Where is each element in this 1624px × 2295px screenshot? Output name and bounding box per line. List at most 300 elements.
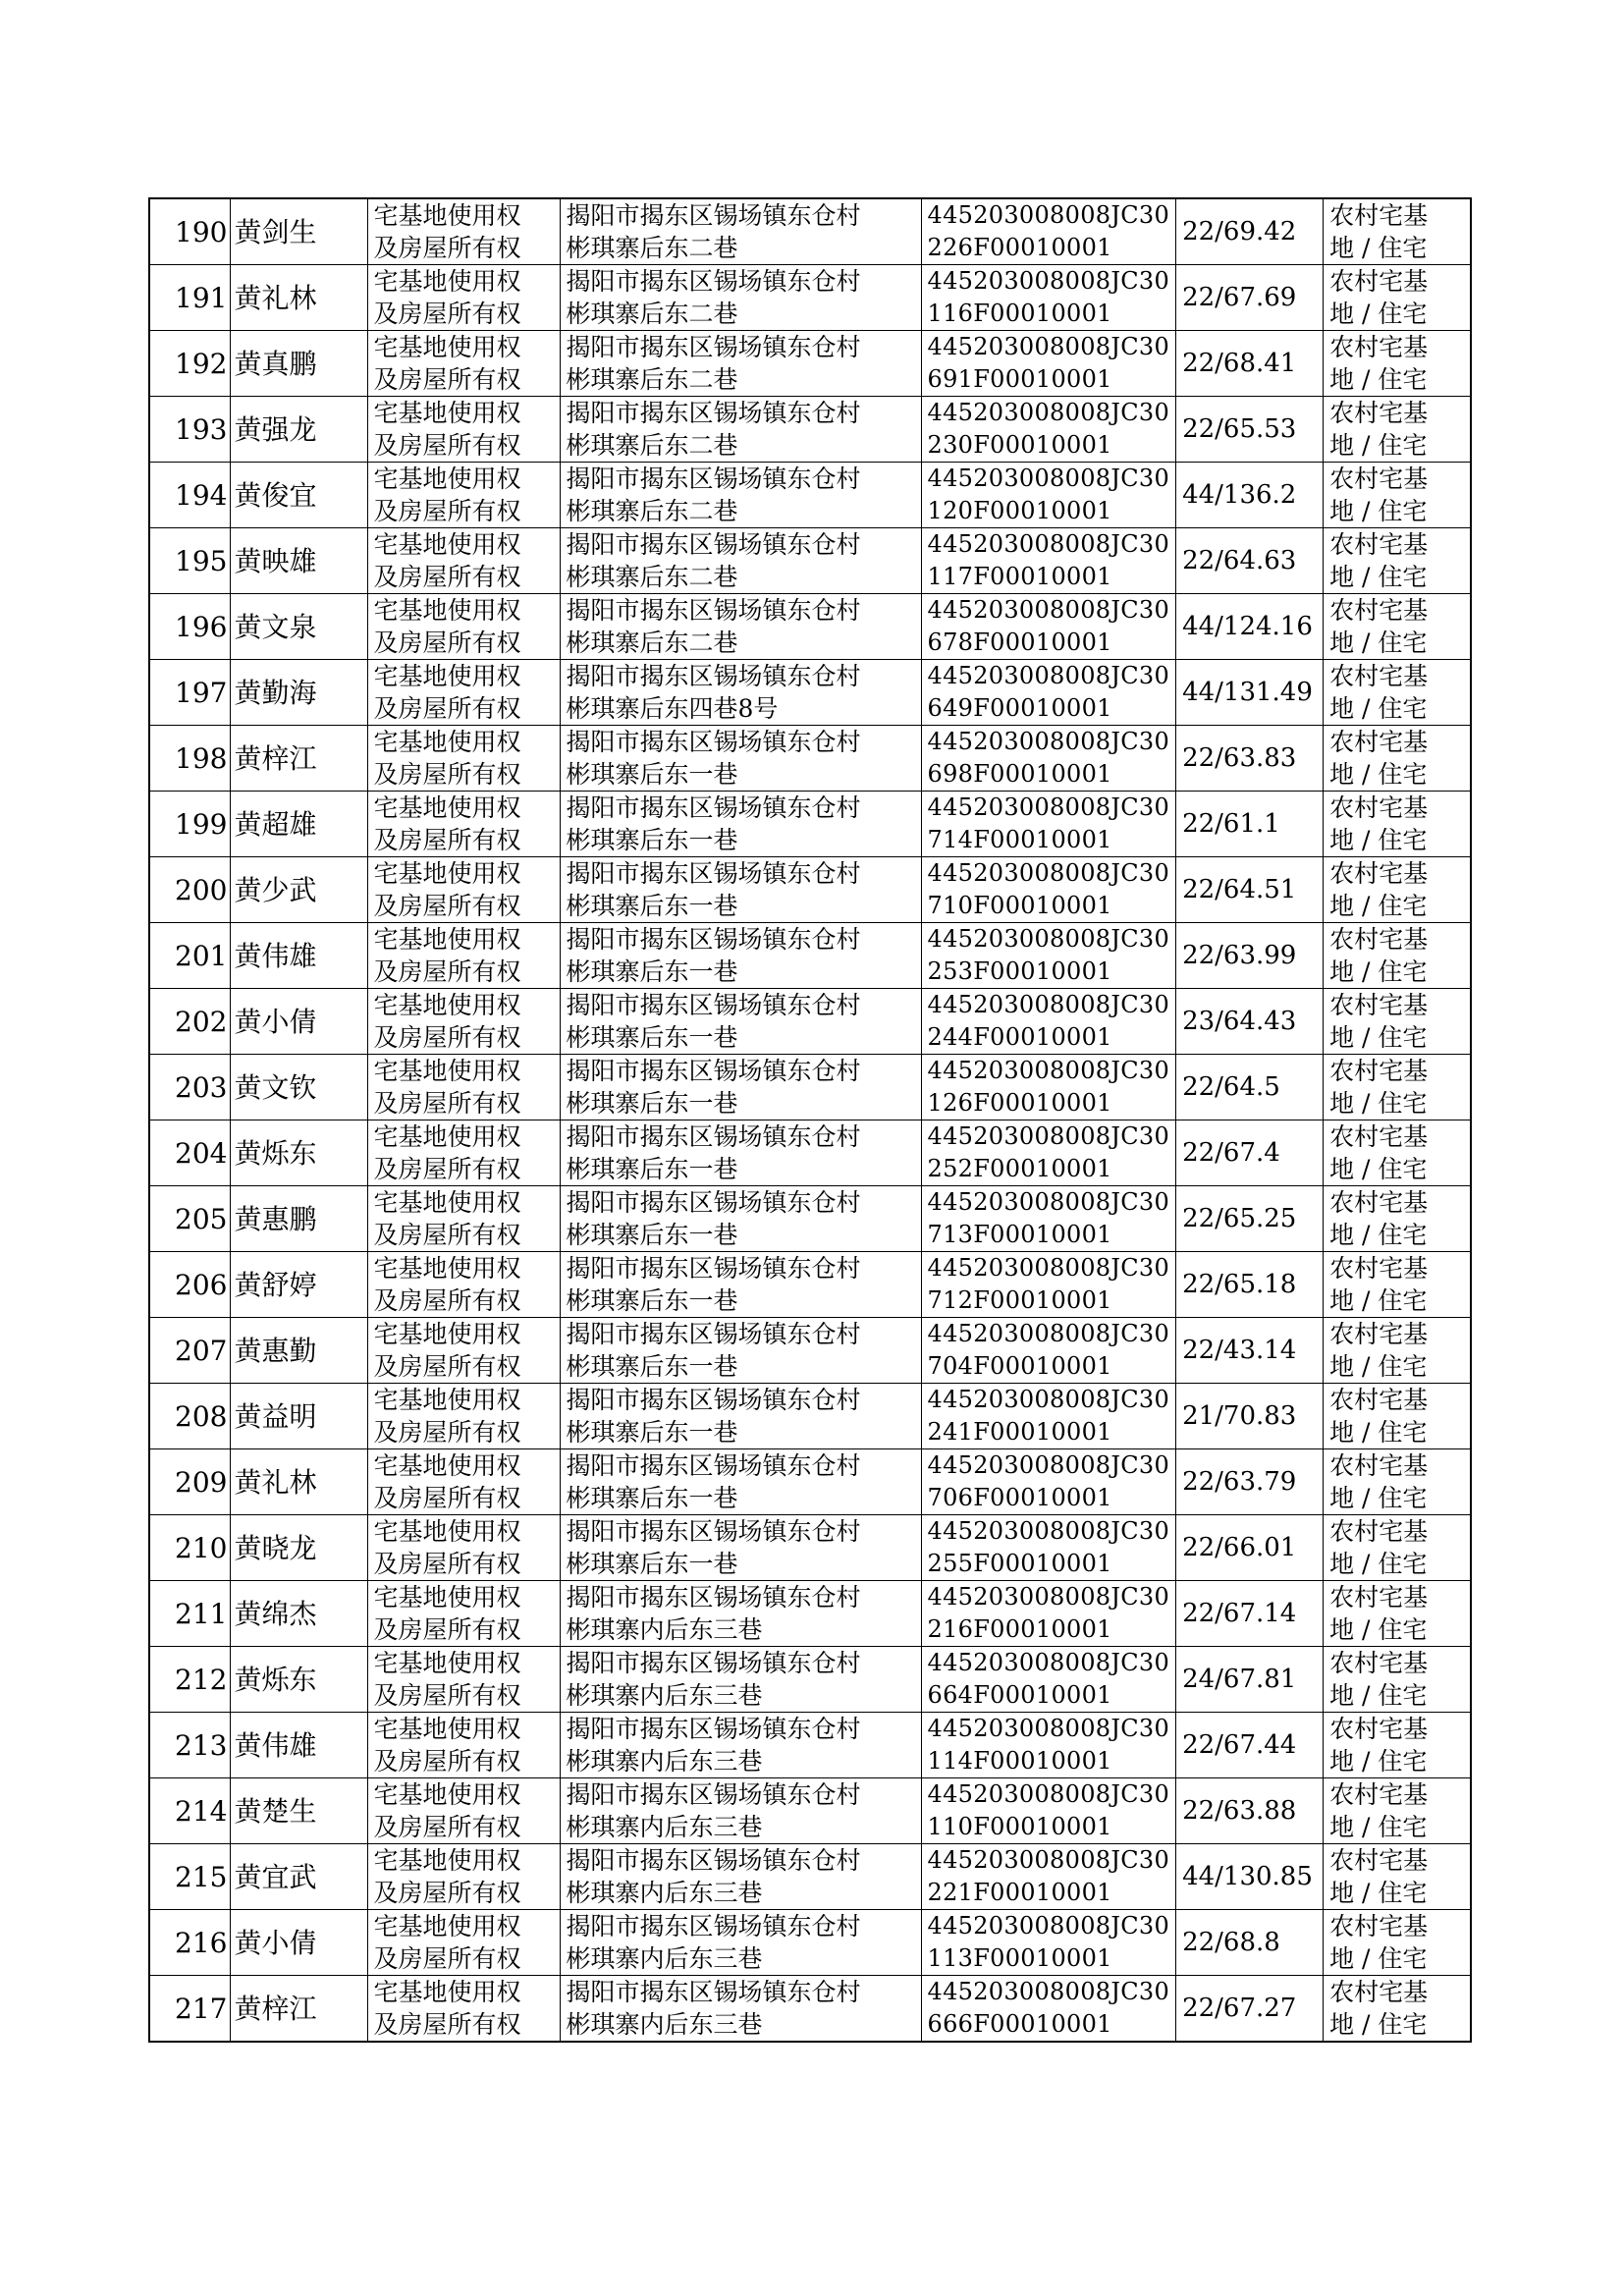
location-line: 彬琪寨后东一巷 bbox=[566, 1484, 738, 1512]
row-number-cell: 208 bbox=[149, 1384, 230, 1449]
use-cell bbox=[1324, 397, 1471, 463]
unit-code-line: 445203008008JC30 bbox=[927, 728, 1170, 755]
unit-code-cell bbox=[921, 792, 1176, 857]
right-type-line: 及房屋所有权 bbox=[373, 1550, 521, 1578]
location-line: 揭阳市揭东区锡场镇东仓村 bbox=[566, 793, 861, 822]
right-type-line: 宅基地使用权 bbox=[373, 1188, 521, 1217]
right-type-line: 及房屋所有权 bbox=[373, 628, 521, 657]
row-number-cell: 213 bbox=[149, 1713, 230, 1778]
right-type-line: 宅基地使用权 bbox=[373, 530, 521, 559]
right-type-line: 及房屋所有权 bbox=[373, 957, 521, 986]
location-cell bbox=[560, 1186, 921, 1252]
right-type-cell bbox=[367, 1318, 560, 1384]
right-type-cell bbox=[367, 1186, 560, 1252]
table-row bbox=[149, 1449, 1471, 1515]
use-line: 农村宅基 bbox=[1329, 1846, 1429, 1875]
use-line: 农村宅基 bbox=[1329, 1978, 1429, 2006]
right-type-line: 宅基地使用权 bbox=[373, 333, 521, 361]
location-cell bbox=[560, 1318, 921, 1384]
unit-code-line: 445203008008JC30 bbox=[927, 1386, 1170, 1413]
use-line: 农村宅基 bbox=[1329, 1122, 1429, 1151]
owner-name-cell: 黄舒婷 bbox=[230, 1252, 367, 1318]
right-type-cell bbox=[367, 1055, 560, 1120]
row-number-cell: 192 bbox=[149, 331, 230, 397]
right-type-line: 及房屋所有权 bbox=[373, 1286, 521, 1315]
location-line: 彬琪寨内后东三巷 bbox=[566, 1944, 763, 1973]
unit-code-line: 712F00010001 bbox=[927, 1286, 1112, 1314]
right-type-line: 宅基地使用权 bbox=[373, 267, 521, 296]
unit-code-cell bbox=[921, 1778, 1176, 1844]
use-line: 地 / 住宅 bbox=[1329, 300, 1428, 328]
unit-code-cell bbox=[921, 1384, 1176, 1449]
unit-code-line: 445203008008JC30 bbox=[927, 267, 1170, 295]
area-cell: 24/67.81 bbox=[1176, 1647, 1324, 1713]
row-number-cell: 206 bbox=[149, 1252, 230, 1318]
use-line: 农村宅基 bbox=[1329, 1254, 1429, 1283]
right-type-line: 及房屋所有权 bbox=[373, 365, 521, 394]
use-line: 农村宅基 bbox=[1329, 991, 1429, 1019]
use-line: 农村宅基 bbox=[1329, 728, 1429, 756]
use-line: 地 / 住宅 bbox=[1329, 892, 1428, 920]
use-line: 地 / 住宅 bbox=[1329, 957, 1428, 986]
unit-code-line: 445203008008JC30 bbox=[927, 1451, 1170, 1479]
area-cell: 22/63.83 bbox=[1176, 726, 1324, 792]
location-line: 彬琪寨后东一巷 bbox=[566, 1286, 738, 1315]
table-row bbox=[149, 1976, 1471, 2043]
unit-code-cell bbox=[921, 1252, 1176, 1318]
right-type-line: 及房屋所有权 bbox=[373, 563, 521, 591]
location-line: 揭阳市揭东区锡场镇东仓村 bbox=[566, 1320, 861, 1348]
unit-code-cell bbox=[921, 594, 1176, 660]
use-line: 农村宅基 bbox=[1329, 530, 1429, 559]
unit-code-line: 445203008008JC30 bbox=[927, 1122, 1170, 1150]
right-type-line: 宅基地使用权 bbox=[373, 1846, 521, 1875]
location-line: 彬琪寨后东一巷 bbox=[566, 826, 738, 854]
unit-code-cell bbox=[921, 660, 1176, 726]
unit-code-cell bbox=[921, 1318, 1176, 1384]
row-number-cell: 203 bbox=[149, 1055, 230, 1120]
row-number-cell: 202 bbox=[149, 989, 230, 1055]
right-type-cell bbox=[367, 923, 560, 989]
table-row bbox=[149, 528, 1471, 594]
right-type-line: 及房屋所有权 bbox=[373, 1681, 521, 1710]
owner-name-cell: 黄强龙 bbox=[230, 397, 367, 463]
use-line: 农村宅基 bbox=[1329, 1188, 1429, 1217]
unit-code-line: 445203008008JC30 bbox=[927, 1715, 1170, 1742]
unit-code-cell bbox=[921, 1186, 1176, 1252]
unit-code-line: 445203008008JC30 bbox=[927, 662, 1170, 689]
unit-code-line: 445203008008JC30 bbox=[927, 201, 1170, 229]
location-line: 彬琪寨后东一巷 bbox=[566, 1352, 738, 1381]
use-line: 农村宅基 bbox=[1329, 596, 1429, 625]
area-cell: 22/68.41 bbox=[1176, 331, 1324, 397]
use-line: 农村宅基 bbox=[1329, 333, 1429, 361]
row-number-cell: 198 bbox=[149, 726, 230, 792]
use-line: 地 / 住宅 bbox=[1329, 1879, 1428, 1907]
unit-code-line: 226F00010001 bbox=[927, 234, 1112, 261]
unit-code-line: 445203008008JC30 bbox=[927, 1846, 1170, 1874]
use-cell bbox=[1324, 726, 1471, 792]
right-type-cell bbox=[367, 1713, 560, 1778]
right-type-line: 及房屋所有权 bbox=[373, 1023, 521, 1052]
right-type-cell bbox=[367, 1252, 560, 1318]
right-type-cell bbox=[367, 1778, 560, 1844]
unit-code-cell bbox=[921, 265, 1176, 331]
location-line: 彬琪寨后东一巷 bbox=[566, 892, 738, 920]
location-line: 彬琪寨后东一巷 bbox=[566, 1221, 738, 1249]
location-cell bbox=[560, 923, 921, 989]
location-cell bbox=[560, 660, 921, 726]
location-cell bbox=[560, 989, 921, 1055]
unit-code-cell bbox=[921, 331, 1176, 397]
location-line: 揭阳市揭东区锡场镇东仓村 bbox=[566, 1780, 861, 1809]
location-cell bbox=[560, 528, 921, 594]
location-cell bbox=[560, 397, 921, 463]
location-line: 揭阳市揭东区锡场镇东仓村 bbox=[566, 1978, 861, 2006]
location-line: 彬琪寨后东二巷 bbox=[566, 431, 738, 460]
use-line: 农村宅基 bbox=[1329, 464, 1429, 493]
right-type-line: 及房屋所有权 bbox=[373, 1155, 521, 1183]
use-line: 农村宅基 bbox=[1329, 1583, 1429, 1612]
row-number-cell: 191 bbox=[149, 265, 230, 331]
area-cell: 22/65.53 bbox=[1176, 397, 1324, 463]
row-number-cell: 194 bbox=[149, 463, 230, 528]
row-number-cell: 201 bbox=[149, 923, 230, 989]
location-line: 揭阳市揭东区锡场镇东仓村 bbox=[566, 1715, 861, 1743]
use-line: 农村宅基 bbox=[1329, 1517, 1429, 1546]
right-type-line: 宅基地使用权 bbox=[373, 859, 521, 888]
unit-code-line: 698F00010001 bbox=[927, 760, 1112, 788]
owner-name-cell: 黄梓江 bbox=[230, 1976, 367, 2043]
unit-code-line: 713F00010001 bbox=[927, 1221, 1112, 1248]
right-type-line: 宅基地使用权 bbox=[373, 925, 521, 954]
location-cell bbox=[560, 726, 921, 792]
right-type-cell bbox=[367, 1449, 560, 1515]
location-line: 彬琪寨后东二巷 bbox=[566, 628, 738, 657]
right-type-line: 宅基地使用权 bbox=[373, 1912, 521, 1940]
right-type-line: 及房屋所有权 bbox=[373, 1747, 521, 1776]
use-line: 地 / 住宅 bbox=[1329, 497, 1428, 525]
location-line: 揭阳市揭东区锡场镇东仓村 bbox=[566, 1188, 861, 1217]
location-line: 彬琪寨内后东三巷 bbox=[566, 1747, 763, 1776]
use-cell bbox=[1324, 1844, 1471, 1910]
area-cell: 22/63.99 bbox=[1176, 923, 1324, 989]
table-body bbox=[149, 198, 1471, 2042]
area-cell: 22/43.14 bbox=[1176, 1318, 1324, 1384]
owner-name-cell: 黄惠鹏 bbox=[230, 1186, 367, 1252]
right-type-cell bbox=[367, 1647, 560, 1713]
location-line: 揭阳市揭东区锡场镇东仓村 bbox=[566, 859, 861, 888]
area-cell: 22/68.8 bbox=[1176, 1910, 1324, 1976]
right-type-line: 宅基地使用权 bbox=[373, 991, 521, 1019]
location-cell bbox=[560, 1778, 921, 1844]
unit-code-line: 445203008008JC30 bbox=[927, 991, 1170, 1018]
location-line: 揭阳市揭东区锡场镇东仓村 bbox=[566, 1254, 861, 1283]
right-type-cell bbox=[367, 989, 560, 1055]
unit-code-line: 445203008008JC30 bbox=[927, 859, 1170, 887]
location-line: 揭阳市揭东区锡场镇东仓村 bbox=[566, 596, 861, 625]
right-type-line: 宅基地使用权 bbox=[373, 1978, 521, 2006]
use-line: 地 / 住宅 bbox=[1329, 1221, 1428, 1249]
owner-name-cell: 黄绵杰 bbox=[230, 1581, 367, 1647]
area-cell: 22/61.1 bbox=[1176, 792, 1324, 857]
use-cell bbox=[1324, 1910, 1471, 1976]
use-line: 地 / 住宅 bbox=[1329, 1484, 1428, 1512]
unit-code-cell bbox=[921, 463, 1176, 528]
location-line: 彬琪寨内后东三巷 bbox=[566, 1813, 763, 1841]
unit-code-line: 704F00010001 bbox=[927, 1352, 1112, 1380]
location-line: 揭阳市揭东区锡场镇东仓村 bbox=[566, 399, 861, 427]
table-row bbox=[149, 198, 1471, 265]
unit-code-line: 445203008008JC30 bbox=[927, 1517, 1170, 1545]
right-type-line: 及房屋所有权 bbox=[373, 760, 521, 789]
table-row bbox=[149, 594, 1471, 660]
right-type-cell bbox=[367, 792, 560, 857]
location-line: 彬琪寨后东一巷 bbox=[566, 957, 738, 986]
location-line: 揭阳市揭东区锡场镇东仓村 bbox=[566, 1451, 861, 1480]
row-number-cell: 216 bbox=[149, 1910, 230, 1976]
unit-code-line: 445203008008JC30 bbox=[927, 596, 1170, 624]
unit-code-line: 445203008008JC30 bbox=[927, 1978, 1170, 2005]
unit-code-cell bbox=[921, 1844, 1176, 1910]
location-line: 揭阳市揭东区锡场镇东仓村 bbox=[566, 991, 861, 1019]
owner-name-cell: 黄礼林 bbox=[230, 265, 367, 331]
use-line: 地 / 住宅 bbox=[1329, 1089, 1428, 1118]
unit-code-line: 445203008008JC30 bbox=[927, 530, 1170, 558]
area-cell: 44/136.2 bbox=[1176, 463, 1324, 528]
right-type-line: 宅基地使用权 bbox=[373, 1715, 521, 1743]
unit-code-line: 252F00010001 bbox=[927, 1155, 1112, 1182]
right-type-cell bbox=[367, 1581, 560, 1647]
unit-code-line: 216F00010001 bbox=[927, 1615, 1112, 1643]
use-line: 地 / 住宅 bbox=[1329, 1023, 1428, 1052]
use-line: 地 / 住宅 bbox=[1329, 1352, 1428, 1381]
right-type-line: 及房屋所有权 bbox=[373, 694, 521, 723]
table-row bbox=[149, 726, 1471, 792]
location-line: 彬琪寨后东一巷 bbox=[566, 1089, 738, 1118]
unit-code-line: 117F00010001 bbox=[927, 563, 1112, 590]
unit-code-line: 244F00010001 bbox=[927, 1023, 1112, 1051]
unit-code-cell bbox=[921, 726, 1176, 792]
use-cell bbox=[1324, 1449, 1471, 1515]
use-line: 农村宅基 bbox=[1329, 1649, 1429, 1677]
area-cell: 22/67.27 bbox=[1176, 1976, 1324, 2043]
unit-code-line: 445203008008JC30 bbox=[927, 1057, 1170, 1084]
location-cell bbox=[560, 1384, 921, 1449]
use-line: 地 / 住宅 bbox=[1329, 1747, 1428, 1776]
right-type-line: 宅基地使用权 bbox=[373, 1122, 521, 1151]
right-type-line: 宅基地使用权 bbox=[373, 1451, 521, 1480]
use-cell bbox=[1324, 1055, 1471, 1120]
use-line: 农村宅基 bbox=[1329, 1386, 1429, 1414]
table-row bbox=[149, 397, 1471, 463]
row-number-cell: 217 bbox=[149, 1976, 230, 2043]
use-line: 农村宅基 bbox=[1329, 1715, 1429, 1743]
location-line: 揭阳市揭东区锡场镇东仓村 bbox=[566, 530, 861, 559]
area-cell: 44/124.16 bbox=[1176, 594, 1324, 660]
unit-code-line: 126F00010001 bbox=[927, 1089, 1112, 1117]
table-row bbox=[149, 1910, 1471, 1976]
area-cell: 22/64.63 bbox=[1176, 528, 1324, 594]
location-cell bbox=[560, 1647, 921, 1713]
unit-code-line: 114F00010001 bbox=[927, 1747, 1112, 1775]
row-number-cell: 190 bbox=[149, 198, 230, 265]
unit-code-cell bbox=[921, 1449, 1176, 1515]
table-row bbox=[149, 1844, 1471, 1910]
use-line: 农村宅基 bbox=[1329, 399, 1429, 427]
use-line: 农村宅基 bbox=[1329, 1057, 1429, 1085]
use-line: 地 / 住宅 bbox=[1329, 431, 1428, 460]
use-line: 地 / 住宅 bbox=[1329, 1681, 1428, 1710]
unit-code-cell bbox=[921, 923, 1176, 989]
location-cell bbox=[560, 1055, 921, 1120]
right-type-cell bbox=[367, 1844, 560, 1910]
row-number-cell: 199 bbox=[149, 792, 230, 857]
location-line: 揭阳市揭东区锡场镇东仓村 bbox=[566, 267, 861, 296]
unit-code-line: 116F00010001 bbox=[927, 300, 1112, 327]
location-line: 彬琪寨后东二巷 bbox=[566, 563, 738, 591]
area-cell: 22/63.88 bbox=[1176, 1778, 1324, 1844]
row-number-cell: 197 bbox=[149, 660, 230, 726]
use-line: 农村宅基 bbox=[1329, 1320, 1429, 1348]
area-cell: 22/67.14 bbox=[1176, 1581, 1324, 1647]
right-type-cell bbox=[367, 1910, 560, 1976]
unit-code-line: 445203008008JC30 bbox=[927, 1912, 1170, 1940]
right-type-line: 宅基地使用权 bbox=[373, 728, 521, 756]
location-cell bbox=[560, 1515, 921, 1581]
right-type-cell bbox=[367, 594, 560, 660]
location-cell bbox=[560, 1976, 921, 2043]
unit-code-line: 445203008008JC30 bbox=[927, 399, 1170, 426]
unit-code-cell bbox=[921, 1120, 1176, 1186]
table-row bbox=[149, 1515, 1471, 1581]
row-number-cell: 207 bbox=[149, 1318, 230, 1384]
location-line: 彬琪寨后东一巷 bbox=[566, 1023, 738, 1052]
location-cell bbox=[560, 1713, 921, 1778]
owner-name-cell: 黄梓江 bbox=[230, 726, 367, 792]
use-line: 地 / 住宅 bbox=[1329, 365, 1428, 394]
unit-code-line: 445203008008JC30 bbox=[927, 1254, 1170, 1282]
location-line: 彬琪寨后东二巷 bbox=[566, 365, 738, 394]
location-line: 揭阳市揭东区锡场镇东仓村 bbox=[566, 1122, 861, 1151]
row-number-cell: 214 bbox=[149, 1778, 230, 1844]
use-line: 农村宅基 bbox=[1329, 793, 1429, 822]
table-row bbox=[149, 463, 1471, 528]
location-line: 揭阳市揭东区锡场镇东仓村 bbox=[566, 201, 861, 230]
use-line: 地 / 住宅 bbox=[1329, 563, 1428, 591]
use-line: 地 / 住宅 bbox=[1329, 1813, 1428, 1841]
use-line: 农村宅基 bbox=[1329, 859, 1429, 888]
owner-name-cell: 黄晓龙 bbox=[230, 1515, 367, 1581]
unit-code-line: 649F00010001 bbox=[927, 694, 1112, 722]
owner-name-cell: 黄惠勤 bbox=[230, 1318, 367, 1384]
unit-code-line: 445203008008JC30 bbox=[927, 1188, 1170, 1216]
unit-code-cell bbox=[921, 198, 1176, 265]
registry-table bbox=[148, 197, 1472, 2043]
location-line: 彬琪寨后东二巷 bbox=[566, 234, 738, 262]
area-cell: 22/63.79 bbox=[1176, 1449, 1324, 1515]
table-row bbox=[149, 331, 1471, 397]
right-type-line: 宅基地使用权 bbox=[373, 793, 521, 822]
use-line: 农村宅基 bbox=[1329, 925, 1429, 954]
area-cell: 44/130.85 bbox=[1176, 1844, 1324, 1910]
right-type-line: 宅基地使用权 bbox=[373, 201, 521, 230]
location-cell bbox=[560, 1910, 921, 1976]
right-type-cell bbox=[367, 528, 560, 594]
owner-name-cell: 黄映雄 bbox=[230, 528, 367, 594]
use-line: 地 / 住宅 bbox=[1329, 1418, 1428, 1447]
location-line: 揭阳市揭东区锡场镇东仓村 bbox=[566, 1517, 861, 1546]
unit-code-line: 241F00010001 bbox=[927, 1418, 1112, 1446]
right-type-cell bbox=[367, 1976, 560, 2043]
use-line: 地 / 住宅 bbox=[1329, 1286, 1428, 1315]
right-type-line: 宅基地使用权 bbox=[373, 399, 521, 427]
use-line: 地 / 住宅 bbox=[1329, 1944, 1428, 1973]
right-type-line: 及房屋所有权 bbox=[373, 431, 521, 460]
right-type-line: 及房屋所有权 bbox=[373, 1418, 521, 1447]
right-type-line: 及房屋所有权 bbox=[373, 497, 521, 525]
unit-code-line: 445203008008JC30 bbox=[927, 1649, 1170, 1676]
table-row bbox=[149, 1120, 1471, 1186]
area-cell: 22/65.18 bbox=[1176, 1252, 1324, 1318]
right-type-cell bbox=[367, 660, 560, 726]
owner-name-cell: 黄烁东 bbox=[230, 1647, 367, 1713]
use-cell bbox=[1324, 857, 1471, 923]
right-type-line: 宅基地使用权 bbox=[373, 1780, 521, 1809]
location-line: 揭阳市揭东区锡场镇东仓村 bbox=[566, 464, 861, 493]
owner-name-cell: 黄超雄 bbox=[230, 792, 367, 857]
right-type-cell bbox=[367, 1120, 560, 1186]
use-cell bbox=[1324, 792, 1471, 857]
unit-code-line: 221F00010001 bbox=[927, 1879, 1112, 1906]
right-type-line: 及房屋所有权 bbox=[373, 1089, 521, 1118]
owner-name-cell: 黄真鹏 bbox=[230, 331, 367, 397]
use-cell bbox=[1324, 331, 1471, 397]
table-row bbox=[149, 1055, 1471, 1120]
owner-name-cell: 黄宜武 bbox=[230, 1844, 367, 1910]
row-number-cell: 204 bbox=[149, 1120, 230, 1186]
location-cell bbox=[560, 265, 921, 331]
owner-name-cell: 黄礼林 bbox=[230, 1449, 367, 1515]
unit-code-cell bbox=[921, 1581, 1176, 1647]
location-cell bbox=[560, 198, 921, 265]
location-cell bbox=[560, 594, 921, 660]
location-cell bbox=[560, 792, 921, 857]
right-type-line: 宅基地使用权 bbox=[373, 596, 521, 625]
use-line: 地 / 住宅 bbox=[1329, 628, 1428, 657]
unit-code-line: 710F00010001 bbox=[927, 892, 1112, 919]
table-row bbox=[149, 792, 1471, 857]
right-type-line: 宅基地使用权 bbox=[373, 1320, 521, 1348]
unit-code-line: 230F00010001 bbox=[927, 431, 1112, 459]
unit-code-line: 445203008008JC30 bbox=[927, 925, 1170, 953]
use-line: 农村宅基 bbox=[1329, 662, 1429, 690]
row-number-cell: 200 bbox=[149, 857, 230, 923]
table-row bbox=[149, 1647, 1471, 1713]
use-cell bbox=[1324, 1778, 1471, 1844]
unit-code-cell bbox=[921, 528, 1176, 594]
right-type-line: 宅基地使用权 bbox=[373, 1649, 521, 1677]
right-type-cell bbox=[367, 331, 560, 397]
owner-name-cell: 黄楚生 bbox=[230, 1778, 367, 1844]
right-type-line: 宅基地使用权 bbox=[373, 1386, 521, 1414]
right-type-cell bbox=[367, 1384, 560, 1449]
use-cell bbox=[1324, 1186, 1471, 1252]
area-cell: 22/66.01 bbox=[1176, 1515, 1324, 1581]
use-line: 农村宅基 bbox=[1329, 1780, 1429, 1809]
right-type-cell bbox=[367, 463, 560, 528]
use-cell bbox=[1324, 1515, 1471, 1581]
